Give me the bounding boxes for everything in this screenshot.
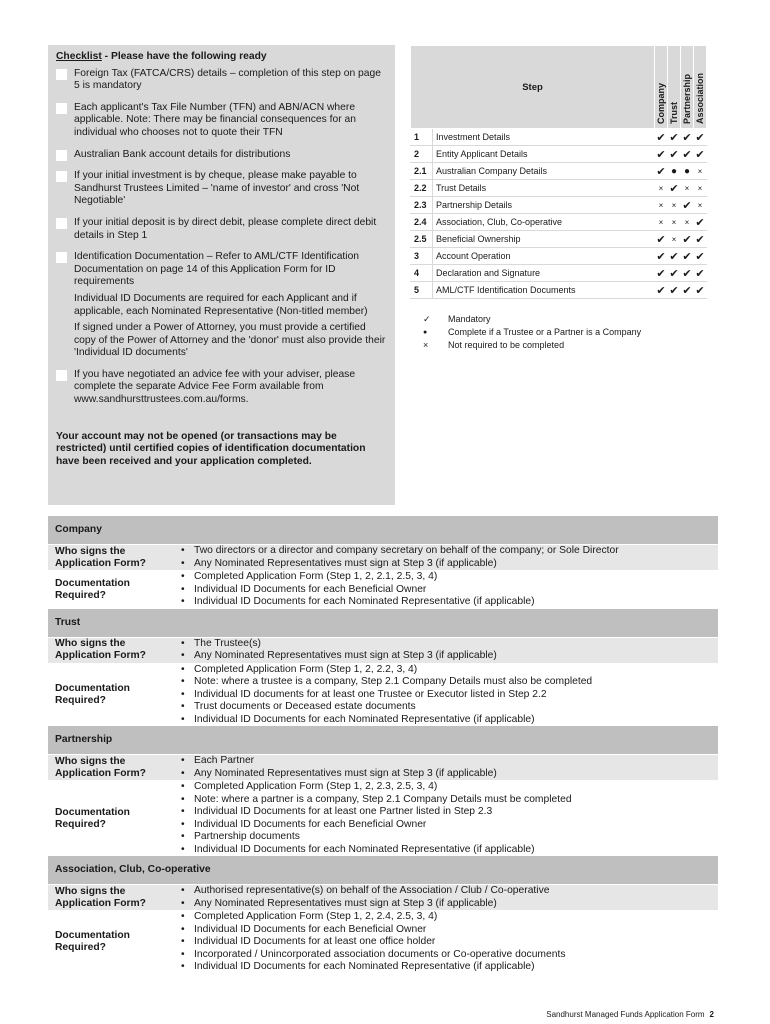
step-number: 4 — [411, 265, 433, 282]
checkbox[interactable] — [56, 171, 67, 182]
tick-mark: ✔ — [694, 231, 707, 248]
requirement-list — [175, 781, 718, 856]
dot-mark: ● — [681, 163, 694, 180]
step-row — [411, 265, 707, 282]
requirement-item: • Individual ID documents for at least one Trustee or Executor listed in Step 2.2 — [181, 689, 718, 702]
requirement-item: • Individual ID Documents for each Nominated Representative (if applicable) — [181, 596, 718, 609]
requirement-item: • Completed Application Form (Step 1, 2, 2.4, 2.5, 3, 4) — [181, 911, 718, 924]
requirement-item: • Individual ID Documents for at least one Partner listed in Step 2.3 — [181, 806, 718, 819]
checklist-item[interactable]: Each applicant's Tax File Number (TFN) and ABN/ACN where applicable. Note: There may be financial consequences for an individual who chooses not to quote their TFN — [56, 102, 387, 140]
step-name: Investment Details — [433, 129, 655, 146]
step-row — [411, 129, 707, 146]
cross-mark: × — [668, 197, 681, 214]
tick-mark: ✔ — [655, 163, 668, 180]
documentation-label: Documentation Required? — [55, 930, 130, 954]
signers-row — [48, 637, 718, 663]
cross-mark: × — [668, 231, 681, 248]
entity-heading: Company — [48, 516, 718, 544]
requirement-item: • Individual ID Documents for at least one office holder — [181, 936, 718, 949]
step-name: AML/CTF Identification Documents — [433, 282, 655, 299]
col-company: Company — [655, 46, 668, 129]
requirement-item: • Completed Application Form (Step 1, 2, 2.3, 2.5, 3, 4) — [181, 781, 718, 794]
page-footer: Sandhurst Managed Funds Application Form 2 — [546, 1010, 714, 1019]
tick-mark: ✔ — [681, 197, 694, 214]
checkbox[interactable] — [56, 218, 67, 229]
requirement-item: • Any Nominated Representatives must sign at Step 3 (if applicable) — [181, 650, 718, 663]
documentation-row — [48, 780, 718, 856]
tick-mark: ✔ — [694, 265, 707, 282]
requirement-item: • Individual ID Documents for each Nominated Representative (if applicable) — [181, 714, 718, 727]
checkbox[interactable] — [56, 69, 67, 80]
legend-item: ✓ Mandatory — [423, 314, 491, 324]
checklist-item[interactable]: If your initial deposit is by direct debit, please complete direct debit details in Step 1 — [56, 217, 387, 242]
step-legend — [421, 313, 641, 352]
cross-mark: × — [655, 180, 668, 197]
cross-mark: × — [694, 197, 707, 214]
step-name: Trust Details — [433, 180, 655, 197]
step-name: Beneficial Ownership — [433, 231, 655, 248]
entity-requirements — [48, 516, 718, 974]
tick-mark: ✔ — [681, 282, 694, 299]
step-number: 2.5 — [411, 231, 433, 248]
cross-mark: × — [694, 180, 707, 197]
step-row — [411, 180, 707, 197]
col-association: Association — [694, 46, 707, 129]
documentation-row — [48, 570, 718, 609]
tick-mark: ✔ — [668, 282, 681, 299]
requirement-item: • Note: where a trustee is a company, Step 2.1 Company Details must also be completed — [181, 676, 718, 689]
step-number: 1 — [411, 129, 433, 146]
documentation-label: Documentation Required? — [55, 806, 130, 830]
requirement-item: • Completed Application Form (Step 1, 2, 2.1, 2.5, 3, 4) — [181, 571, 718, 584]
requirement-list — [175, 571, 718, 609]
requirement-item: • The Trustee(s) — [181, 638, 718, 651]
signers-label: Who signs the Application Form? — [55, 545, 146, 569]
step-row — [411, 214, 707, 231]
step-row — [411, 146, 707, 163]
requirement-item: • Each Partner — [181, 755, 718, 768]
col-trust: Trust — [668, 46, 681, 129]
requirement-list — [175, 755, 718, 780]
legend-item: ● Complete if a Trustee or a Partner is a Company — [423, 327, 642, 337]
checklist-item[interactable]: Identification Documentation – Refer to AML/CTF Identification Documentation on page 14 of this Application Form for ID requirements — [56, 251, 387, 289]
step-number: 2.2 — [411, 180, 433, 197]
signers-row — [48, 544, 718, 570]
requirement-item: • Trust documents or Deceased estate documents — [181, 701, 718, 714]
step-number: 3 — [411, 248, 433, 265]
checklist-heading: Checklist - Please have the following ready — [56, 51, 267, 62]
requirement-list — [175, 664, 718, 727]
tick-mark: ✔ — [681, 129, 694, 146]
checkbox[interactable] — [56, 252, 67, 263]
step-name: Association, Club, Co-operative — [433, 214, 655, 231]
step-number: 2.3 — [411, 197, 433, 214]
step-number: 5 — [411, 282, 433, 299]
checkbox[interactable] — [56, 103, 67, 114]
requirement-list — [175, 638, 718, 663]
tick-mark: ✔ — [655, 231, 668, 248]
requirement-item: • Note: where a partner is a company, Step 2.1 Company Details must be completed — [181, 794, 718, 807]
tick-mark: ✔ — [694, 282, 707, 299]
tick-mark: ✔ — [694, 146, 707, 163]
signers-label: Who signs the Application Form? — [55, 638, 146, 661]
checklist-item[interactable]: If your initial investment is by cheque, please make payable to Sandhurst Trustees Limited – 'name of investor' and cross 'Not Negotiable' — [56, 170, 387, 208]
tick-mark: ✔ — [681, 248, 694, 265]
step-name: Australian Company Details — [433, 163, 655, 180]
requirement-item: • Individual ID Documents for each Nominated Representative (if applicable) — [181, 844, 718, 857]
tick-mark: ✔ — [655, 129, 668, 146]
entity-heading: Partnership — [48, 726, 718, 754]
cross-mark: × — [681, 214, 694, 231]
requirement-item: • Individual ID Documents for each Beneficial Owner — [181, 924, 718, 937]
requirement-item: • Any Nominated Representatives must sign at Step 3 (if applicable) — [181, 558, 718, 571]
requirement-item: • Individual ID Documents for each Beneficial Owner — [181, 584, 718, 597]
tick-mark: ✔ — [655, 248, 668, 265]
requirement-item: • Two directors or a director and company secretary on behalf of the company; or Sole Director — [181, 545, 718, 558]
requirement-list — [175, 885, 718, 910]
requirement-item: • Any Nominated Representatives must sign at Step 3 (if applicable) — [181, 768, 718, 781]
tick-mark: ✔ — [655, 282, 668, 299]
tick-mark: ✔ — [655, 265, 668, 282]
checklist-item[interactable]: Australian Bank account details for distributions — [56, 149, 387, 162]
tick-mark: ✔ — [681, 146, 694, 163]
documentation-row — [48, 663, 718, 727]
legend-item: × Not required to be completed — [423, 340, 565, 350]
entity-heading: Trust — [48, 609, 718, 637]
signers-label: Who signs the Application Form? — [55, 885, 146, 909]
col-partnership: Partnership — [681, 46, 694, 129]
requirement-item: • Any Nominated Representatives must sign at Step 3 (if applicable) — [181, 898, 718, 911]
signers-label: Who signs the Application Form? — [55, 755, 146, 779]
step-number: 2.1 — [411, 163, 433, 180]
requirement-item: • Individual ID Documents for each Beneficial Owner — [181, 819, 718, 832]
tick-mark: ✔ — [668, 146, 681, 163]
documentation-label: Documentation Required? — [55, 577, 130, 601]
step-row — [411, 163, 707, 180]
dot-mark: ● — [668, 163, 681, 180]
tick-mark: ✔ — [668, 129, 681, 146]
signers-row — [48, 884, 718, 910]
signers-row — [48, 754, 718, 780]
documentation-row — [48, 910, 718, 974]
tick-mark: ✔ — [668, 248, 681, 265]
step-name: Account Operation — [433, 248, 655, 265]
checklist-subnote: Individual ID Documents are required for each Applicant and if applicable, each Nominated Representative (Non-titled member) — [74, 292, 368, 317]
tick-mark: ✔ — [694, 248, 707, 265]
checklist-item[interactable]: If you have negotiated an advice fee with your adviser, please complete the separate Advice Fee Form available from www.sandhursttrustees.com.au/forms. — [56, 369, 387, 407]
step-row — [411, 248, 707, 265]
checklist-item[interactable]: Foreign Tax (FATCA/CRS) details – completion of this step on page 5 is mandatory — [56, 68, 387, 93]
requirement-item: • Completed Application Form (Step 1, 2, 2.2, 3, 4) — [181, 664, 718, 677]
requirement-item: • Incorporated / Unincorporated association documents or Co-operative documents — [181, 949, 718, 962]
step-table — [410, 45, 707, 299]
requirement-item: • Partnership documents — [181, 831, 718, 844]
tick-mark: ✔ — [694, 214, 707, 231]
tick-mark: ✔ — [668, 265, 681, 282]
cross-mark: × — [681, 180, 694, 197]
step-number: 2 — [411, 146, 433, 163]
checkbox[interactable] — [56, 150, 67, 161]
step-name: Partnership Details — [433, 197, 655, 214]
requirement-list — [175, 911, 718, 974]
checklist-panel — [48, 45, 395, 505]
requirement-item: • Authorised representative(s) on behalf of the Association / Club / Co-operative — [181, 885, 718, 898]
step-row — [411, 282, 707, 299]
step-header: Step — [411, 46, 655, 129]
checklist-warning: Your account may not be opened (or transactions may be restricted) until certified copies of identification documentation have been received and your application completed. — [56, 430, 366, 468]
tick-mark: ✔ — [681, 231, 694, 248]
requirement-list — [175, 545, 718, 570]
checklist-subnote: If signed under a Power of Attorney, you must provide a certified copy of the Power of Attorney and the 'donor' must also provide their 'Individual ID documents' — [74, 322, 386, 359]
cross-mark: × — [655, 214, 668, 231]
step-name: Entity Applicant Details — [433, 146, 655, 163]
checkbox[interactable] — [56, 370, 67, 381]
tick-mark: ✔ — [668, 180, 681, 197]
requirement-item: • Individual ID Documents for each Nominated Representative (if applicable) — [181, 961, 718, 974]
tick-mark: ✔ — [694, 129, 707, 146]
step-row — [411, 197, 707, 214]
cross-mark: × — [694, 163, 707, 180]
step-name: Declaration and Signature — [433, 265, 655, 282]
step-row — [411, 231, 707, 248]
cross-mark: × — [655, 197, 668, 214]
cross-mark: × — [668, 214, 681, 231]
tick-mark: ✔ — [681, 265, 694, 282]
tick-mark: ✔ — [655, 146, 668, 163]
step-number: 2.4 — [411, 214, 433, 231]
entity-heading: Association, Club, Co-operative — [48, 856, 718, 884]
documentation-label: Documentation Required? — [55, 682, 130, 706]
